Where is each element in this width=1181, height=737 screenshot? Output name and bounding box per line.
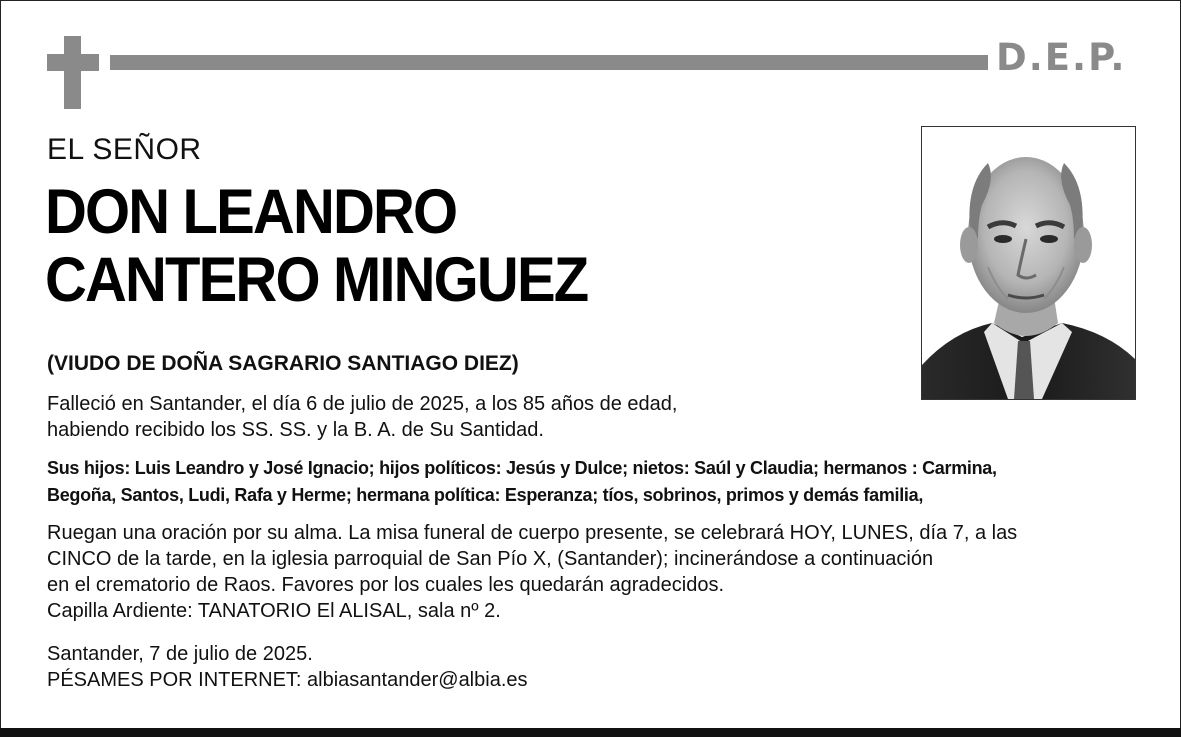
- family-line-1: Sus hijos: Luis Leandro y José Ignacio; hijos políticos: Jesús y Dulce; nietos: Saúl y Claudia; hermanos : Carmina,: [47, 458, 997, 478]
- spouse-note: (VIUDO DE DOÑA SAGRARIO SANTIAGO DIEZ): [47, 352, 519, 375]
- service-line-2: CINCO de la tarde, en la iglesia parroquial de San Pío X, (Santander); incinerándose a continuación: [47, 548, 934, 570]
- dep-label: D.E.P.: [996, 36, 1127, 79]
- bottom-rule: [0, 728, 1181, 737]
- portrait-photo: [921, 126, 1136, 400]
- service-info: [47, 520, 1017, 624]
- deceased-name: [45, 178, 587, 314]
- footer-info: [47, 641, 528, 693]
- condolences-contact: PÉSAMES POR INTERNET: albiasantander@albia.es: [47, 669, 528, 691]
- family-line-2: Begoña, Santos, Ludi, Rafa y Herme; hermana política: Esperanza; tíos, sobrinos, primos y demás familia,: [47, 485, 924, 505]
- service-line-3: en el crematorio de Raos. Favores por los cuales les quedarán agradecidos.: [47, 574, 725, 596]
- service-line-4: Capilla Ardiente: TANATORIO El ALISAL, sala nº 2.: [47, 600, 501, 622]
- death-notice-line-1: Falleció en Santander, el día 6 de julio de 2025, a los 85 años de edad,: [47, 393, 678, 415]
- service-line-1: Ruegan una oración por su alma. La misa funeral de cuerpo presente, se celebrará HOY, LUNES, día 7, a las: [47, 522, 1018, 544]
- name-line-2: CANTERO MINGUEZ: [45, 245, 588, 315]
- death-notice-line-2: habiendo recibido los SS. SS. y la B. A. de Su Santidad.: [47, 419, 544, 441]
- death-notice: [47, 391, 677, 443]
- family-list: [47, 455, 997, 509]
- place-date: Santander, 7 de julio de 2025.: [47, 643, 313, 665]
- cross-icon: [47, 36, 99, 109]
- header-rule: [110, 55, 988, 70]
- honorific: EL SEÑOR: [47, 133, 202, 166]
- name-line-1: DON LEANDRO: [45, 177, 457, 247]
